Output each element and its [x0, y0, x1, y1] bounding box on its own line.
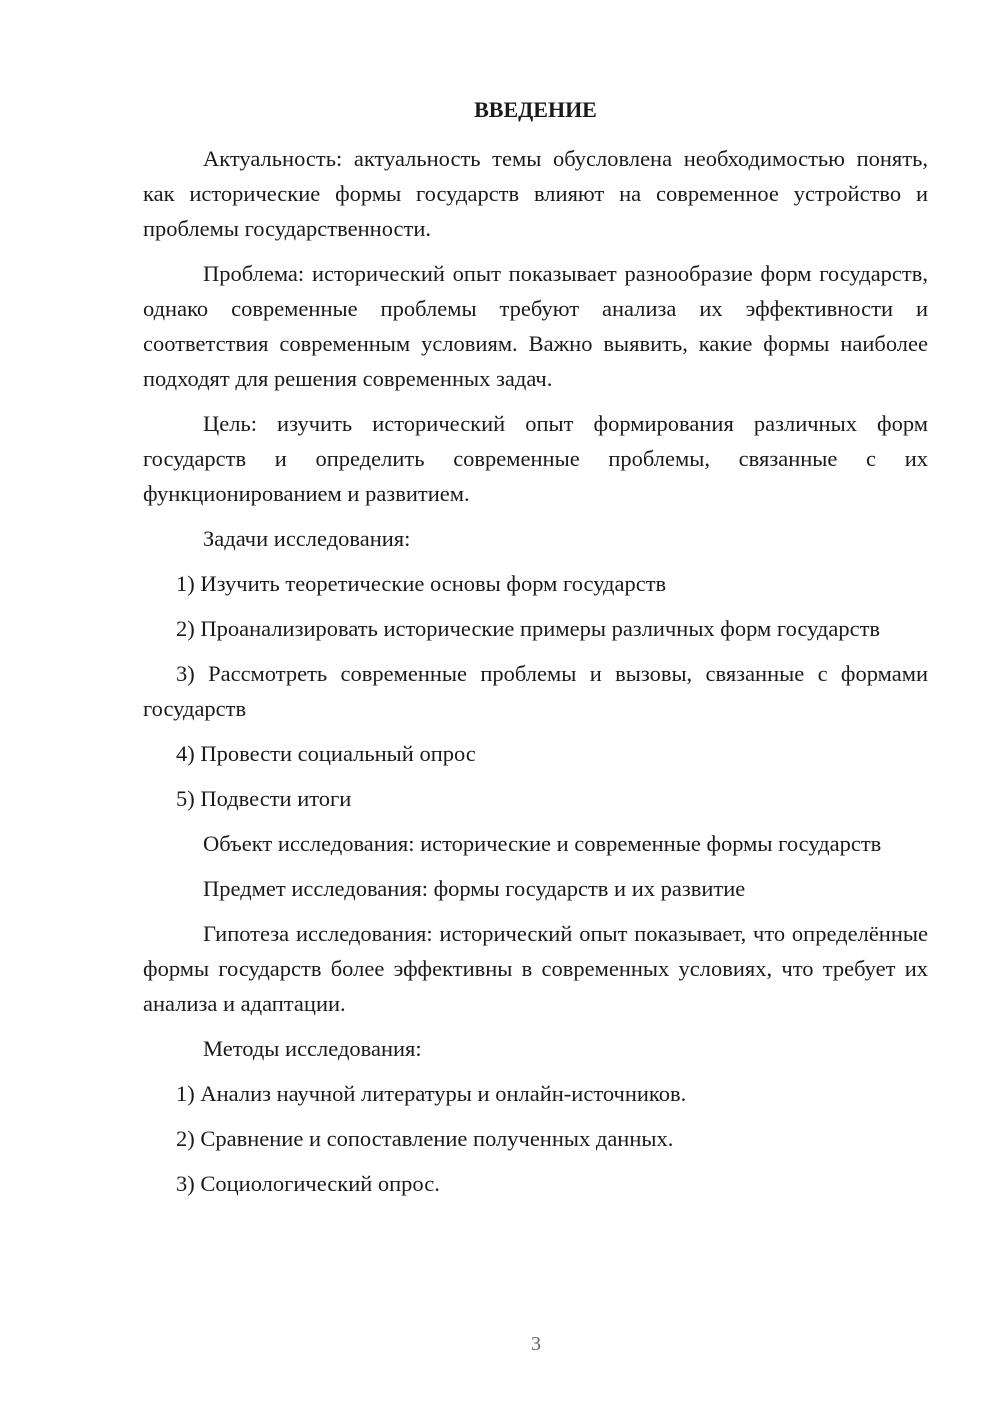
relevance-paragraph: Актуальность: актуальность темы обусловлена необходимостью понять, как исторические формы государств влияют на современное устройство и проблемы государственности.: [143, 146, 928, 241]
methods-heading: Методы исследования:: [203, 1036, 422, 1061]
task-item-5: 5) Подвести итоги: [176, 786, 352, 811]
method-item-3: 3) Социологический опрос.: [176, 1171, 440, 1196]
subject-paragraph: Предмет исследования: формы государств и их развитие: [203, 876, 746, 901]
task-item-4: 4) Провести социальный опрос: [176, 741, 476, 766]
problem-paragraph: Проблема: исторический опыт показывает разнообразие форм государств, однако современные проблемы требуют анализа их эффективности и соответствия современным условиям. Важно выявить, какие формы наиболее подходят для решения современных задач.: [143, 261, 928, 391]
task-item-1: 1) Изучить теоретические основы форм государств: [176, 571, 667, 596]
method-item-1: 1) Анализ научной литературы и онлайн-источников.: [176, 1081, 687, 1106]
document-body: [143, 92, 928, 1211]
object-paragraph: Объект исследования: исторические и современные формы государств: [203, 831, 882, 856]
hypothesis-paragraph: Гипотеза исследования: исторический опыт показывает, что определённые формы государств более эффективны в современных условиях, что требует их анализа и адаптации.: [143, 921, 928, 1016]
task-item-3: 3) Рассмотреть современные проблемы и вызовы, связанные с формами государств: [143, 661, 928, 721]
goal-paragraph: Цель: изучить исторический опыт формирования различных форм государств и определить современные проблемы, связанные с их функционированием и развитием.: [143, 411, 928, 506]
section-title: ВВЕДЕНИЕ: [474, 97, 597, 122]
method-item-2: 2) Сравнение и сопоставление полученных данных.: [176, 1126, 674, 1151]
page-number: 3: [531, 1333, 541, 1355]
task-item-2: 2) Проанализировать исторические примеры различных форм государств: [176, 616, 881, 641]
tasks-heading: Задачи исследования:: [203, 526, 411, 551]
